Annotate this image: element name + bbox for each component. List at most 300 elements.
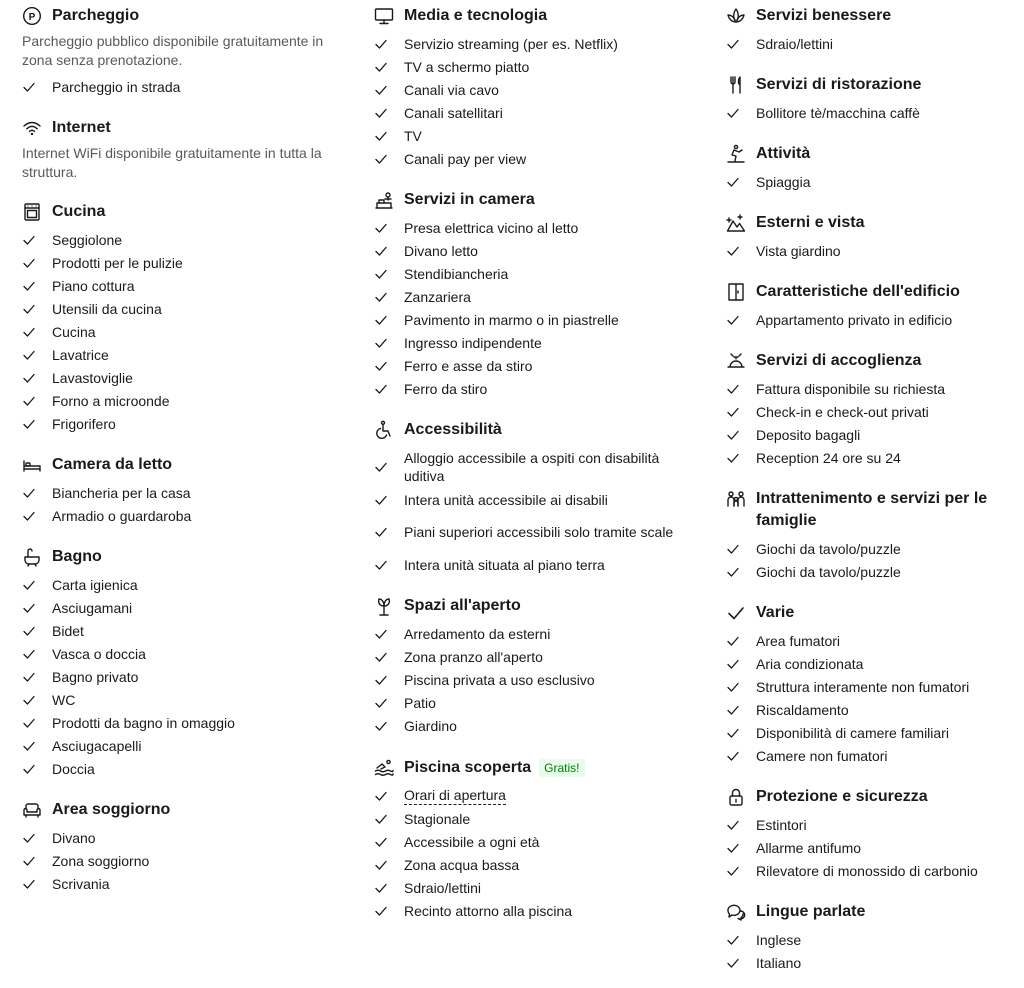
checkmark-icon [726,450,742,466]
list-item-label: Fattura disponibile su richiesta [756,380,946,397]
amenity-section [726,207,1016,262]
list-item [726,239,1016,262]
section-title: Protezione e sicurezza [756,788,928,805]
list-item [374,876,694,899]
checkmark-icon [726,725,742,741]
section-title: Attività [756,145,811,162]
section-title: Area soggiorno [52,801,171,818]
list-item-label: Doccia [52,760,95,777]
list-item-label: Ingresso indipendente [404,334,542,351]
checkmark-icon [726,932,742,948]
oven-icon [22,202,42,222]
amenity-section [726,896,1016,974]
section-title: Camera da letto [52,456,173,473]
checkmark-icon [22,761,38,777]
section-header [22,541,342,568]
list-item-label: Rilevatore di monossido di carbonio [756,862,978,879]
amenity-section [374,751,694,922]
list-item [726,377,1016,400]
checkmark-icon [374,151,390,167]
list-item [22,297,342,320]
list-item [374,331,694,354]
list-item [374,645,694,668]
section-title: Servizi di ristorazione [756,76,922,93]
list-item-label: Giardino [404,717,457,734]
checkmark-icon [374,672,390,688]
list-item [374,147,694,170]
section-title: Intrattenimento e servizi per le famiglie [756,490,988,529]
list-item [374,622,694,645]
door-icon [726,282,746,302]
activity-icon [726,144,746,164]
bed-icon [22,455,42,475]
section-header [726,207,1016,234]
checkmark-icon [374,626,390,642]
list-item-label: Canali pay per view [404,150,527,167]
opening-hours-link[interactable]: Orari di apertura [404,787,506,803]
section-title: Varie [756,604,795,621]
section-description: Internet WiFi disponibile gratuitamente in tutta la struttura. [22,145,322,180]
list-item [726,537,1016,560]
checkmark-icon [374,59,390,75]
list-item-label: Struttura interamente non fumatori [756,678,970,695]
checkmark-icon [22,416,38,432]
checkmark-icon [726,36,742,52]
list-item [22,75,342,98]
list-item-label: Appartamento privato in edificio [756,311,953,328]
section-title: Servizi in camera [404,191,535,208]
list-item [726,813,1016,836]
list-item [726,400,1016,423]
list-item-label: Armadio o guardaroba [52,507,192,524]
list-item-label: Cucina [52,323,96,340]
checkmark-icon [374,220,390,236]
list-item [22,274,342,297]
section-header [726,138,1016,165]
checkmark-icon [726,656,742,672]
lotus-icon [726,6,746,26]
list-item [22,343,342,366]
list-item [374,714,694,737]
list-item-label: Divano [52,829,96,846]
list-item-label: TV a schermo piatto [404,58,530,75]
checkmark-icon [374,903,390,919]
amenity-section [374,414,694,576]
checkmark-icon [374,718,390,734]
list-item [374,354,694,377]
list-item-label: Vasca o doccia [52,645,146,662]
checkmark-icon [726,381,742,397]
amenity-section [726,597,1016,767]
checkmark-icon [726,817,742,833]
checkmark-icon [22,347,38,363]
svg-text:P: P [28,11,36,23]
list-item [374,691,694,714]
list-item [374,32,694,55]
checkmark-icon [374,524,390,540]
checkmark-icon [22,301,38,317]
checkmark-icon [374,36,390,52]
section-header [726,0,1016,27]
section-title: Spazi all'aperto [404,597,521,614]
list-item [22,481,342,504]
free-badge: Gratis! [539,759,584,777]
monitor-icon [374,6,394,26]
checkmark-icon [374,381,390,397]
list-item-label: Lavatrice [52,346,109,363]
checkmark-icon [22,485,38,501]
checkmark-icon [22,738,38,754]
list-item-label: Seggiolone [52,231,123,248]
speech-bubbles-icon [726,902,746,922]
list-item-label: Carta igienica [52,576,138,593]
section-header [726,597,1016,624]
section-header [22,112,342,139]
section-title: Caratteristiche dell'edificio [756,283,960,300]
list-item-label: Stendibiancheria [404,265,509,282]
list-item [22,251,342,274]
list-item [726,101,1016,124]
list-item-label: Piano cottura [52,277,135,294]
list-item [726,836,1016,859]
swimmer-icon [374,757,394,777]
section-title: Internet [52,119,111,136]
list-item-label: Allarme antifumo [756,839,862,856]
list-item-label: Spiaggia [756,173,811,190]
list-item-label: Bagno privato [52,668,139,685]
checkmark-icon [374,557,390,573]
list-item-label: Riscaldamento [756,701,849,718]
checkmark-icon [726,541,742,557]
parking-icon [22,6,42,26]
section-header [374,590,694,617]
column-2 [374,0,694,936]
list-item-label: Stagionale [404,810,471,827]
checkmark-icon [22,876,38,892]
list-item [726,446,1016,469]
checkmark-icon [374,857,390,873]
list-item-label: Asciugacapelli [52,737,142,754]
checkmark-icon [374,82,390,98]
checkmark-icon [374,649,390,665]
list-item-label: Zona soggiorno [52,852,150,869]
section-header [374,751,694,779]
checkmark-icon [374,312,390,328]
list-item-label: Prodotti per le pulizie [52,254,183,271]
list-item [726,170,1016,193]
checkmark-icon [374,128,390,144]
list-item [374,55,694,78]
section-header [726,781,1016,808]
checkmark-icon [22,646,38,662]
checkmark-icon [726,564,742,580]
list-item [374,830,694,853]
list-item-label: Patio [404,694,436,711]
wifi-icon [22,118,42,138]
list-item [374,511,694,553]
column-3 [726,0,1016,988]
list-item [374,553,694,576]
list-item-label: Camere non fumatori [756,747,888,764]
section-title: Parcheggio [52,7,140,24]
list-item [374,124,694,147]
list-item-label: Sdraio/lettini [404,879,482,896]
list-item [374,784,694,807]
list-item-label: Asciugamani [52,599,133,616]
list-item [22,573,342,596]
section-title: Servizi di accoglienza [756,352,922,369]
section-title: Servizi benessere [756,7,892,24]
bath-icon [22,547,42,567]
checkmark-icon [22,508,38,524]
list-item [22,757,342,780]
checkmark-icon [726,633,742,649]
section-header [726,483,1016,532]
checkmark-icon [374,788,390,804]
list-item-label: Zanzariera [404,288,471,305]
checkmark-icon [374,335,390,351]
list-item [726,928,1016,951]
list-item [22,228,342,251]
list-item [22,734,342,757]
checkmark-icon [726,427,742,443]
list-item-label: Zona pranzo all'aperto [404,648,543,665]
section-header [726,345,1016,372]
sofa-icon [22,800,42,820]
section-header [22,449,342,476]
amenity-section [726,483,1016,583]
list-item [22,665,342,688]
list-item-label: TV [404,127,422,144]
checkmark-icon [374,492,390,508]
list-item [726,560,1016,583]
section-header [726,276,1016,303]
checkmark-icon [374,243,390,259]
amenity-section [726,69,1016,124]
list-item-label: Reception 24 ore su 24 [756,449,901,466]
list-item-label: Giochi da tavolo/puzzle [756,540,901,557]
checkmark-icon [22,692,38,708]
checkmark-icon [22,255,38,271]
amenity-section [726,276,1016,331]
list-item [374,239,694,262]
section-title: Media e tecnologia [404,7,548,24]
list-item-label: Presa elettrica vicino al letto [404,219,579,236]
amenity-section [374,184,694,400]
list-item [374,78,694,101]
checkmark-icon [726,679,742,695]
checkmark-icon [726,840,742,856]
list-item-label: Frigorifero [52,415,116,432]
list-item-label: Intera unità accessibile ai disabili [404,491,608,508]
list-item-label: Canali satellitari [404,104,503,121]
list-item [374,262,694,285]
list-item [726,32,1016,55]
checkmark-icon [726,174,742,190]
list-item-label: Ferro da stiro [404,380,488,397]
list-item [22,504,342,527]
checkmark-icon [374,880,390,896]
list-item [22,849,342,872]
list-item-label: Biancheria per la casa [52,484,191,501]
checkmark-icon [22,577,38,593]
list-item-label: Piscina privata a uso esclusivo [404,671,595,688]
list-item [726,675,1016,698]
section-title: Lingue parlate [756,903,866,920]
list-item-label: Pavimento in marmo o in piastrelle [404,311,619,328]
checkmark-icon [374,811,390,827]
list-item-label: Sdraio/lettini [756,35,834,52]
list-item-label: Giochi da tavolo/puzzle [756,563,901,580]
section-header [726,69,1016,96]
checkmark-icon [22,853,38,869]
checkmark-icon [374,358,390,374]
list-item [374,668,694,691]
list-item-label: WC [52,691,76,708]
amenity-section [22,541,342,780]
section-title: Bagno [52,548,102,565]
list-item-label: Parcheggio in strada [52,78,181,95]
column-1 [22,0,342,909]
list-item [22,619,342,642]
list-item-label: Bidet [52,622,84,639]
list-item-label: Inglese [756,931,802,948]
checkmark-icon [22,600,38,616]
list-item [22,642,342,665]
section-header [22,196,342,223]
checkmark-icon [374,266,390,282]
list-item [374,216,694,239]
checkmark-icon [374,105,390,121]
list-item-label: Forno a microonde [52,392,170,409]
list-item-label: Prodotti da bagno in omaggio [52,714,235,731]
amenity-section [22,0,342,98]
list-item-label: Zona acqua bassa [404,856,520,873]
list-item [22,826,342,849]
checkmark-icon [22,830,38,846]
list-item-label: Check-in e check-out privati [756,403,929,420]
list-item [22,688,342,711]
list-item [374,308,694,331]
checkmark-icon [726,955,742,971]
checkmark-icon [726,748,742,764]
list-item-label: Servizio streaming (per es. Netflix) [404,35,618,52]
checkmark-icon [22,278,38,294]
checkmark-icon [22,79,38,95]
concierge-bell-icon [726,351,746,371]
list-item-label: Utensili da cucina [52,300,162,317]
amenity-section [22,112,342,182]
list-item-label: Italiano [756,954,802,971]
list-item-label: Lavastoviglie [52,369,133,386]
list-item [22,389,342,412]
list-item-label: Vista giardino [756,242,841,259]
list-item [726,698,1016,721]
list-item [374,488,694,511]
checkmark-icon [726,702,742,718]
checkmark-icon [22,393,38,409]
list-item-label: Canali via cavo [404,81,499,98]
plant-icon [374,596,394,616]
list-item-label: Recinto attorno alla piscina [404,902,573,919]
amenity-section [374,590,694,737]
checkmark-icon [374,834,390,850]
amenity-section [726,0,1016,55]
list-item-label: Disponibilità di camere familiari [756,724,949,741]
list-item [22,872,342,895]
checkmark-icon [22,623,38,639]
list-item [726,744,1016,767]
checkmark-icon [22,324,38,340]
list-item [374,807,694,830]
section-title: Piscina scoperta [404,759,532,776]
list-item [374,285,694,308]
list-item-label: Intera unità situata al piano terra [404,556,605,573]
list-item [726,859,1016,882]
amenity-section [22,794,342,895]
checkmark-icon [726,312,742,328]
amenity-section [22,449,342,527]
list-item-label: Arredamento da esterni [404,625,551,642]
checkmark-icon [22,669,38,685]
list-item [374,377,694,400]
list-item-label: Deposito bagagli [756,426,861,443]
list-item [22,596,342,619]
list-item [726,721,1016,744]
list-item [726,629,1016,652]
list-item-label: Scrivania [52,875,110,892]
mountain-view-icon [726,213,746,233]
family-icon [726,489,746,509]
list-item-label: Accessibile a ogni età [404,833,540,850]
wheelchair-icon [374,420,394,440]
checkmark-icon [726,863,742,879]
list-item-label: Piani superiori accessibili solo tramite scale [404,524,674,540]
section-header [374,184,694,211]
amenity-section [726,345,1016,469]
room-service-icon [374,190,394,210]
check-icon [726,603,746,623]
checkmark-icon [374,289,390,305]
cutlery-icon [726,75,746,95]
checkmark-icon [22,715,38,731]
list-item-label: Aria condizionata [756,655,864,672]
lock-icon [726,787,746,807]
section-title: Accessibilità [404,421,502,438]
checkmark-icon [374,695,390,711]
list-item-label: Area fumatori [756,632,841,649]
list-item [726,308,1016,331]
list-item-label: Bollitore tè/macchina caffè [756,104,920,121]
list-item [22,320,342,343]
list-item [374,446,694,488]
amenity-section [374,0,694,170]
list-item [374,853,694,876]
section-description: Parcheggio pubblico disponibile gratuitamente in zona senza prenotazione. [22,33,324,68]
list-item [22,711,342,734]
section-header [22,0,342,27]
list-item-label: Alloggio accessibile a ospiti con disabilità uditiva [404,450,660,484]
section-header [374,414,694,441]
section-title: Cucina [52,203,106,220]
list-item-label: Ferro e asse da stiro [404,357,533,374]
amenity-section [726,781,1016,882]
checkmark-icon [22,370,38,386]
list-item [22,412,342,435]
section-header [22,794,342,821]
section-title: Esterni e vista [756,214,865,231]
list-item-label: Divano letto [404,242,478,259]
